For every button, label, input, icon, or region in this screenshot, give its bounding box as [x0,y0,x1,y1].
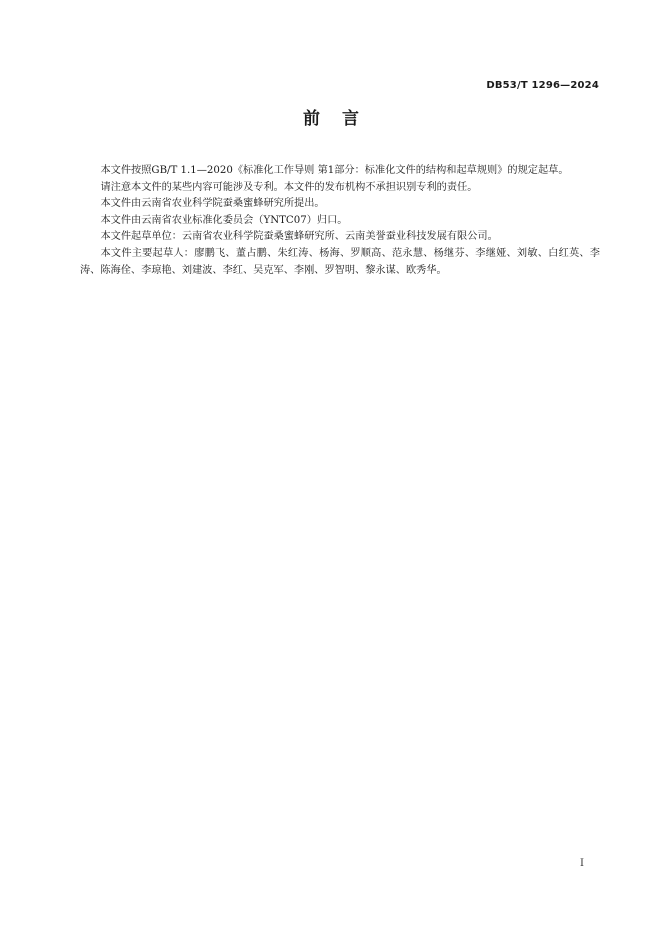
foreword-body [80,163,600,279]
paragraph-drafters: 本文件主要起草人：廖鹏飞、董占鹏、朱红涛、杨海、罗顺高、范永慧、杨继芬、李继娅、刘敏、白红英、李涛、陈海佺、李琼艳、刘建波、李红、吴克军、李刚、罗智明、黎永谋、欧秀华。 [80,247,600,276]
page-title: 前言 [303,109,381,129]
paragraph-proposer: 本文件由云南省农业科学院蚕桑蜜蜂研究所提出。 [100,198,325,210]
page-number: I [580,858,584,869]
standard-code: DB53/T 1296—2024 [486,80,599,91]
paragraph-committee: 本文件由云南省农业标准化委员会（YNTC07）归口。 [100,214,348,226]
paragraph-patent-notice: 请注意本文件的某些内容可能涉及专利。本文件的发布机构不承担识别专利的责任。 [100,181,478,193]
paragraph-drafting-rules: 本文件按照GB/T 1.1—2020《标准化工作导则 第1部分：标准化文件的结构和起草规则》的规定起草。 [100,165,569,176]
paragraph-drafting-units: 本文件起草单位：云南省农业科学院蚕桑蜜蜂研究所、云南美誉蚕业科技发展有限公司。 [100,231,498,243]
